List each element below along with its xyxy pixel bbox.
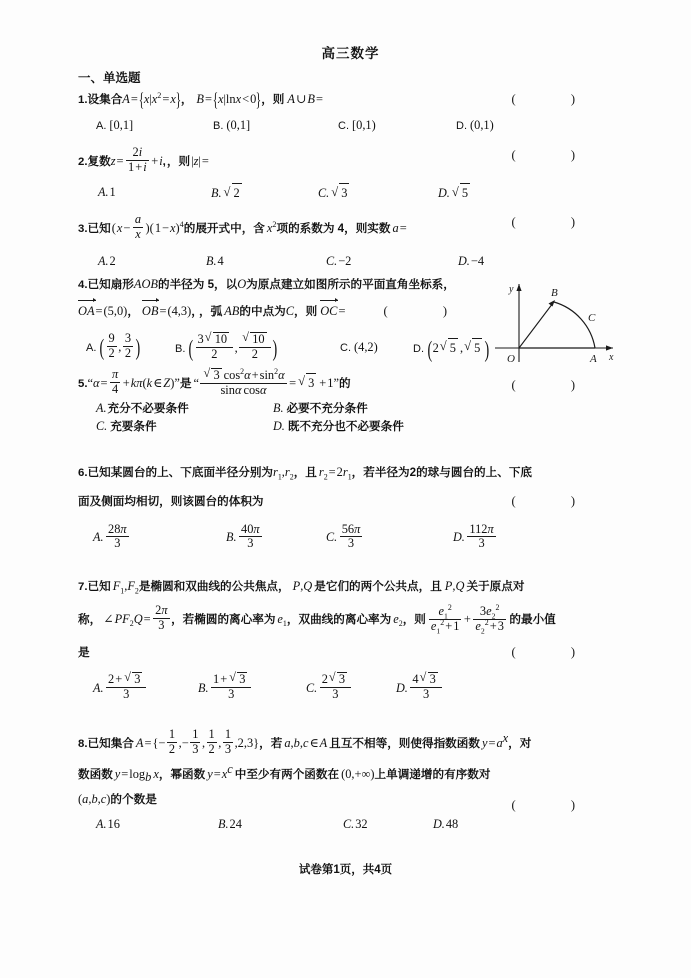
question-8-number: 8. [78,737,88,750]
question-1-option-c[interactable]: C. [0,1) [338,117,376,132]
question-1-answer-bracket[interactable]: ( ) [511,92,601,106]
question-4-option-a[interactable]: A. ( $\frac{9}{2}$ , $\frac{3}{2}$ ) [86,331,140,361]
label-x-axis: x [609,352,614,363]
question-4-figure [489,276,621,368]
question-6-answer-bracket[interactable]: ( ) [511,493,601,508]
label-A: A [590,353,597,365]
question-2-number: 2. [78,155,88,168]
y-axis-arrow [516,284,521,291]
question-3-text-b: 的展开式中，含 [183,222,265,236]
question-8-option-c[interactable]: C.32 [343,817,368,832]
question-5 [78,368,623,437]
section-title: 一、单选题 [78,71,141,85]
question-7-option-a[interactable]: A. $\frac{2+ √ 3}{3}$ [93,672,148,702]
question-1-number: 1. [78,94,88,106]
question-3-number: 3. [78,223,88,236]
question-4-option-b[interactable]: B. ( $\frac{3 √ 10}{2}$ , √ $\frac{10}{2}$ ) [175,332,278,362]
question-5-option-a[interactable]: A.充分不必要条件 [96,400,189,415]
question-8-option-a[interactable]: A.16 [96,817,120,832]
question-7-option-b[interactable]: B. $\frac{1+ √ 3}{3}$ [198,672,253,702]
question-7-stem-line1: 7.已知 $F_1,F_2$是椭圆和双曲线的公共焦点， P,Q 是它们的两个公共点，且 P,Q 关于原点对 [78,578,525,595]
question-8-option-b[interactable]: B.24 [218,817,242,832]
question-2-options [78,177,623,207]
question-1-text-b: ，则 [261,93,285,106]
question-3-option-b[interactable]: B.4 [206,254,224,269]
page-footer: 试卷第1页，共4页 [298,864,393,876]
question-6 [78,463,623,559]
x-axis-arrow [606,345,613,350]
question-3-options [78,245,623,273]
question-1 [78,90,623,139]
segment-OB-arrow [549,300,556,307]
question-1-option-d[interactable]: D. (0,1) [456,117,494,132]
question-4-stem-line2: OA=(5,0)， OB=(4,3)， ，弧 AB的中点为C，则 OC= ( ) [78,302,623,321]
sector-diagram-svg [489,276,621,368]
label-C: C [588,312,596,324]
question-6-stem-line2: 面及侧面均相切，则该圆台的体积为 ( ) [78,492,623,511]
question-7-option-d[interactable]: D. $\frac{4 √ 3}{3}$ [396,672,443,702]
question-3-text-c: 项的系数为 4，则实数 [276,222,391,236]
question-5-option-d[interactable]: D. 既不充分也不必要条件 [273,418,404,433]
question-4-answer-bracket[interactable]: ( ) [383,303,473,318]
question-8-options [78,813,623,839]
question-8-answer-bracket[interactable]: ( ) [511,797,601,812]
question-8-stem-line2: 数函数 $y=\log_b$ x，幂函数 $y=x^c$ 中至少有两个函数在 (0,+∞)上单调递增的有序数对 [78,761,491,785]
question-6-options [78,519,623,559]
question-4-option-c[interactable]: C. (4,2) [340,340,378,355]
question-3-stem: 3.已知(x− $\frac{a}{x}$ )$(1-x)^4$的展开式中，含 $x^2$项的系数为 4，则实数 a= ( ) [78,212,601,242]
question-1-option-b[interactable]: B. (0,1] [213,117,251,132]
question-7-answer-bracket[interactable]: ( ) [511,644,601,659]
question-5-number: 5. [78,378,88,391]
question-5-options [78,399,623,437]
label-B: B [551,287,558,299]
label-y-axis: y [509,284,514,295]
arc-AB [554,302,595,348]
question-7 [78,577,623,708]
question-1-text-a: 设集合 [87,93,123,106]
question-1-stem: 1.设集合$A=\{x|x^2=x\}$， B={x|lnx<0}，则 A∪B= ( ) [78,89,601,111]
question-2-option-c[interactable]: C. √ 3 [318,183,351,203]
question-6-option-a[interactable]: A. $\frac{28\pi}{3}$ [93,521,127,551]
question-1-options [78,113,623,139]
question-2-answer-bracket[interactable]: ( ) [511,147,601,162]
question-2-text-a: 复数 [87,154,111,168]
question-7-stem-line2: 称， $\angle PF_2Q=$ $\frac{2\pi}{3}$ ，若椭圆的离心率为 $e_1$，双曲线的离心率为 $e_2$，则 $\frac{e_1^2}{e_1^2+1}$ + $\frac{3e_2^2}{e_2^2+3}$ 的最小值 [78,603,556,636]
question-7-options [78,668,623,708]
question-1-option-a[interactable]: A. [0,1] [96,117,134,132]
page-title: 高三数学 [321,46,380,61]
question-6-option-b[interactable]: B. $\frac{40\pi}{3}$ [226,521,260,551]
question-6-stem-line1: 6.已知某圆台的上、下底面半径分别为$r_1,r_2$，且 $r_2=2r_1$，若半径为2的球与圆台的上、下底 [78,464,533,482]
question-2-text-b: ，则 [166,154,191,168]
question-5-stem: 5.“α= $\frac{\pi}{4}$ +kπ(k∈Z)”是 “ √ $\frac{3 \cos^2\alpha+\sin^2\alpha}{\text{sinα cosα}}$ = √ 3 +1”的 ( ) [78,368,623,398]
question-6-option-d[interactable]: D. $\frac{112\pi}{3}$ [453,521,494,551]
question-4-option-d[interactable]: D. (2 √ 5 , √ 5 ) [413,338,490,358]
question-8-stem-line1: 8.已知集合 A={− $\frac{1}{2}$ ,− $\frac{1}{3}$ , $\frac{1}{2}$ , $\frac{1}{3}$ ,2,3}，若 a,b,c∈A 且互不相等，则使得指数函数 $y=a^x$，对 [78,726,532,756]
question-8 [78,728,623,839]
question-3-option-a[interactable]: A.2 [98,254,116,269]
question-8-stem-line3: (a,b,c)的个数是 ( ) [78,790,623,809]
question-3-option-c[interactable]: C.−2 [326,254,352,269]
question-2-option-d[interactable]: D. √ 5 [438,183,472,203]
question-7-number: 7. [78,580,88,593]
question-4-number: 4. [78,279,88,292]
question-3 [78,213,623,273]
label-O: O [507,353,515,365]
question-2-option-a[interactable]: A.1 [98,185,116,200]
question-3-text-a: 已知 [87,222,111,236]
question-3-option-d[interactable]: D.−4 [458,254,485,269]
question-6-option-c[interactable]: C. $\frac{56\pi}{3}$ [326,521,361,551]
question-7-option-c[interactable]: C. $\frac{2 √ 3}{3}$ [306,672,353,702]
question-3-answer-bracket[interactable]: ( ) [511,215,601,230]
question-5-option-b[interactable]: B. 必要不充分条件 [273,400,368,415]
question-2 [78,146,623,208]
segment-OB [519,303,553,348]
question-5-answer-bracket[interactable]: ( ) [511,378,601,393]
question-5-option-c[interactable]: C. 充要条件 [96,418,157,433]
question-4-stem-line1: 4.已知扇形AOB的半径为 5，以O为原点建立如图所示的平面直角坐标系， [78,277,455,292]
question-2-option-b[interactable]: B. √ 2 [211,183,244,203]
question-8-option-d[interactable]: D.48 [433,817,459,832]
question-6-number: 6. [78,466,88,479]
page-content [78,42,623,841]
question-2-stem: 2.复数z= $\frac{2i}{1+i}$ +i,，则|z|= ( ) [78,144,601,174]
question-7-stem-line3: 是 ( ) [78,643,623,662]
